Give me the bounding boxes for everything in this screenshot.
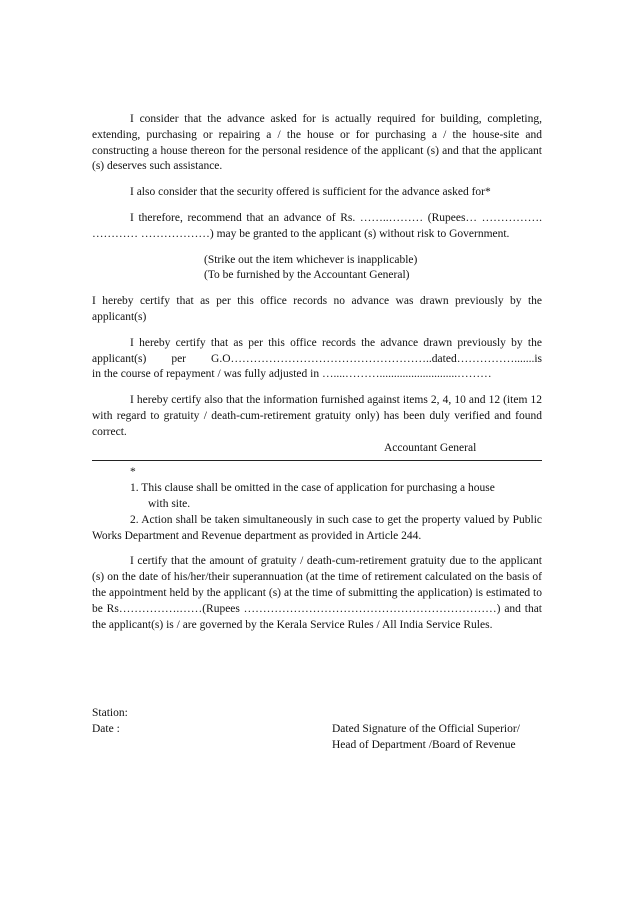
paragraph-previous-advance-certificate: I hereby certify that as per this office records the advance drawn previously by the applicant(s) per G.O……………………………………………..dated…………….......is xyxy=(92,336,542,365)
date-label: Date : xyxy=(92,722,120,735)
station-label: Station: xyxy=(92,707,128,719)
document-body xyxy=(92,112,542,633)
horizontal-rule xyxy=(92,456,542,461)
footnote-1-continued: with site. xyxy=(148,497,191,510)
paragraph-no-advance-certificate: I hereby certify that as per this office records no advance was drawn previously by the applicant(s) xyxy=(92,295,542,323)
signature-line-2: Head of Department /Board of Revenue xyxy=(332,738,516,751)
paragraph-security: I also consider that the security offered is sufficient for the advance asked for* xyxy=(130,186,491,199)
signature-block xyxy=(92,706,542,753)
accountant-general-label: Accountant General xyxy=(384,441,477,454)
footnote-1: 1. This clause shall be omitted in the case of application for purchasing a house xyxy=(130,482,495,495)
paragraph-repayment-status: in the course of repayment / was fully adjusted in …....………...........................……… xyxy=(92,368,492,381)
footnote-2: 2. Action shall be taken simultaneously in such case to get the property valued by Public Works Department and Revenue department as provided in Article 244. xyxy=(92,513,542,542)
paragraph-recommendation: I therefore, recommend that an advance of Rs. ……..……… (Rupees… ……………. ………… ………………) may be granted to the applicant (s) without risk to Government. xyxy=(92,211,542,240)
paragraph-information-verified: I hereby certify also that the information furnished against items 2, 4, 10 and 12 (item 12 with regard to gratuity / death-cum-retirement gratuity only) has been duly verified and found correct. xyxy=(92,394,542,438)
paragraph-advance-requirement: I consider that the advance asked for is actually required for building, completing, extending, purchasing or repairing a / the house or for purchasing a / the house-site and constructing a house thereon for the personal residence of the applicant (s) and that the applicant (s) deserves such assistance. xyxy=(92,113,542,173)
signature-spacer xyxy=(92,738,332,754)
footnote-star: * xyxy=(130,466,136,479)
strike-out-note: (Strike out the item whichever is inapplicable) xyxy=(204,253,418,266)
signature-line-1: Dated Signature of the Official Superior/ xyxy=(332,722,520,735)
paragraph-gratuity-certificate: I certify that the amount of gratuity / death-cum-retirement gratuity due to the applicant (s) on the date of his/her/their superannuation (at the time of retirement calculated on the basis of the appointment held by the applicant (s) at the time of submitting the application) is estimated to be Rs…………….……(Rupees …………………………………………………………) and that the applicant(s) is / are governed by the Kerala Service Rules / All India Service Rules. xyxy=(92,555,542,631)
furnish-note: (To be furnished by the Accountant General) xyxy=(204,269,410,282)
